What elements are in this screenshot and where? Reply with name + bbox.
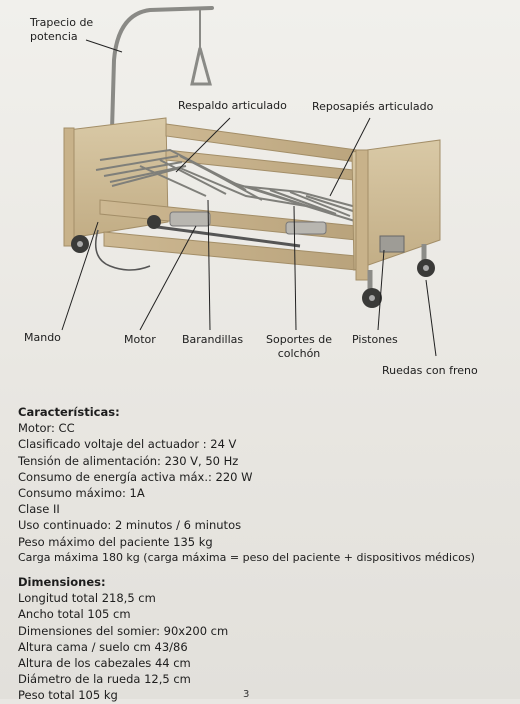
specifications bbox=[18, 404, 508, 704]
dimension-line: Longitud total 218,5 cm bbox=[18, 591, 156, 606]
spec-line: Uso continuado: 2 minutos / 6 minutos bbox=[18, 518, 242, 533]
spec-line: Tensión de alimentación: 230 V, 50 Hz bbox=[18, 453, 239, 468]
dimension-line: Diámetro de la rueda 12,5 cm bbox=[18, 672, 191, 687]
footboard bbox=[352, 140, 440, 280]
dimension-line: Peso total 105 kg bbox=[18, 688, 118, 703]
label-pistones: Pistones bbox=[352, 333, 398, 346]
label-ruedas: Ruedas con freno bbox=[382, 364, 478, 377]
label-barandillas: Barandillas bbox=[182, 333, 244, 346]
dimension-line: Ancho total 105 cm bbox=[18, 607, 131, 622]
label-trapecio: Trapecio de potencia bbox=[30, 16, 94, 43]
label-soportes: Soportes de colchón bbox=[266, 333, 333, 360]
caracteristicas-heading: Características: bbox=[18, 405, 120, 419]
page-number: 3 bbox=[243, 689, 250, 700]
spec-line: Carga máxima 180 kg (carga máxima = peso del paciente + dispositivos médicos) bbox=[18, 550, 475, 564]
dimension-line: Altura cama / suelo cm 43/86 bbox=[18, 639, 188, 654]
label-reposapies: Reposapiés articulado bbox=[312, 100, 434, 113]
dimension-line: Altura de los cabezales 44 cm bbox=[18, 656, 191, 671]
spec-line: Clase II bbox=[18, 502, 60, 517]
label-respaldo: Respaldo articulado bbox=[178, 99, 287, 112]
spec-line: Consumo máximo: 1A bbox=[18, 486, 145, 501]
spec-line: Consumo de energía activa máx.: 220 W bbox=[18, 469, 253, 484]
label-motor: Motor bbox=[124, 333, 156, 346]
dimensiones-heading: Dimensiones: bbox=[18, 575, 106, 590]
label-mando: Mando bbox=[24, 331, 61, 344]
spec-line: Motor: CC bbox=[18, 421, 75, 436]
spec-line: Peso máximo del paciente 135 kg bbox=[18, 534, 213, 549]
spec-line: Clasificado voltaje del actuador : 24 V bbox=[18, 437, 237, 452]
dimension-line: Dimensiones del somier: 90x200 cm bbox=[18, 623, 229, 638]
